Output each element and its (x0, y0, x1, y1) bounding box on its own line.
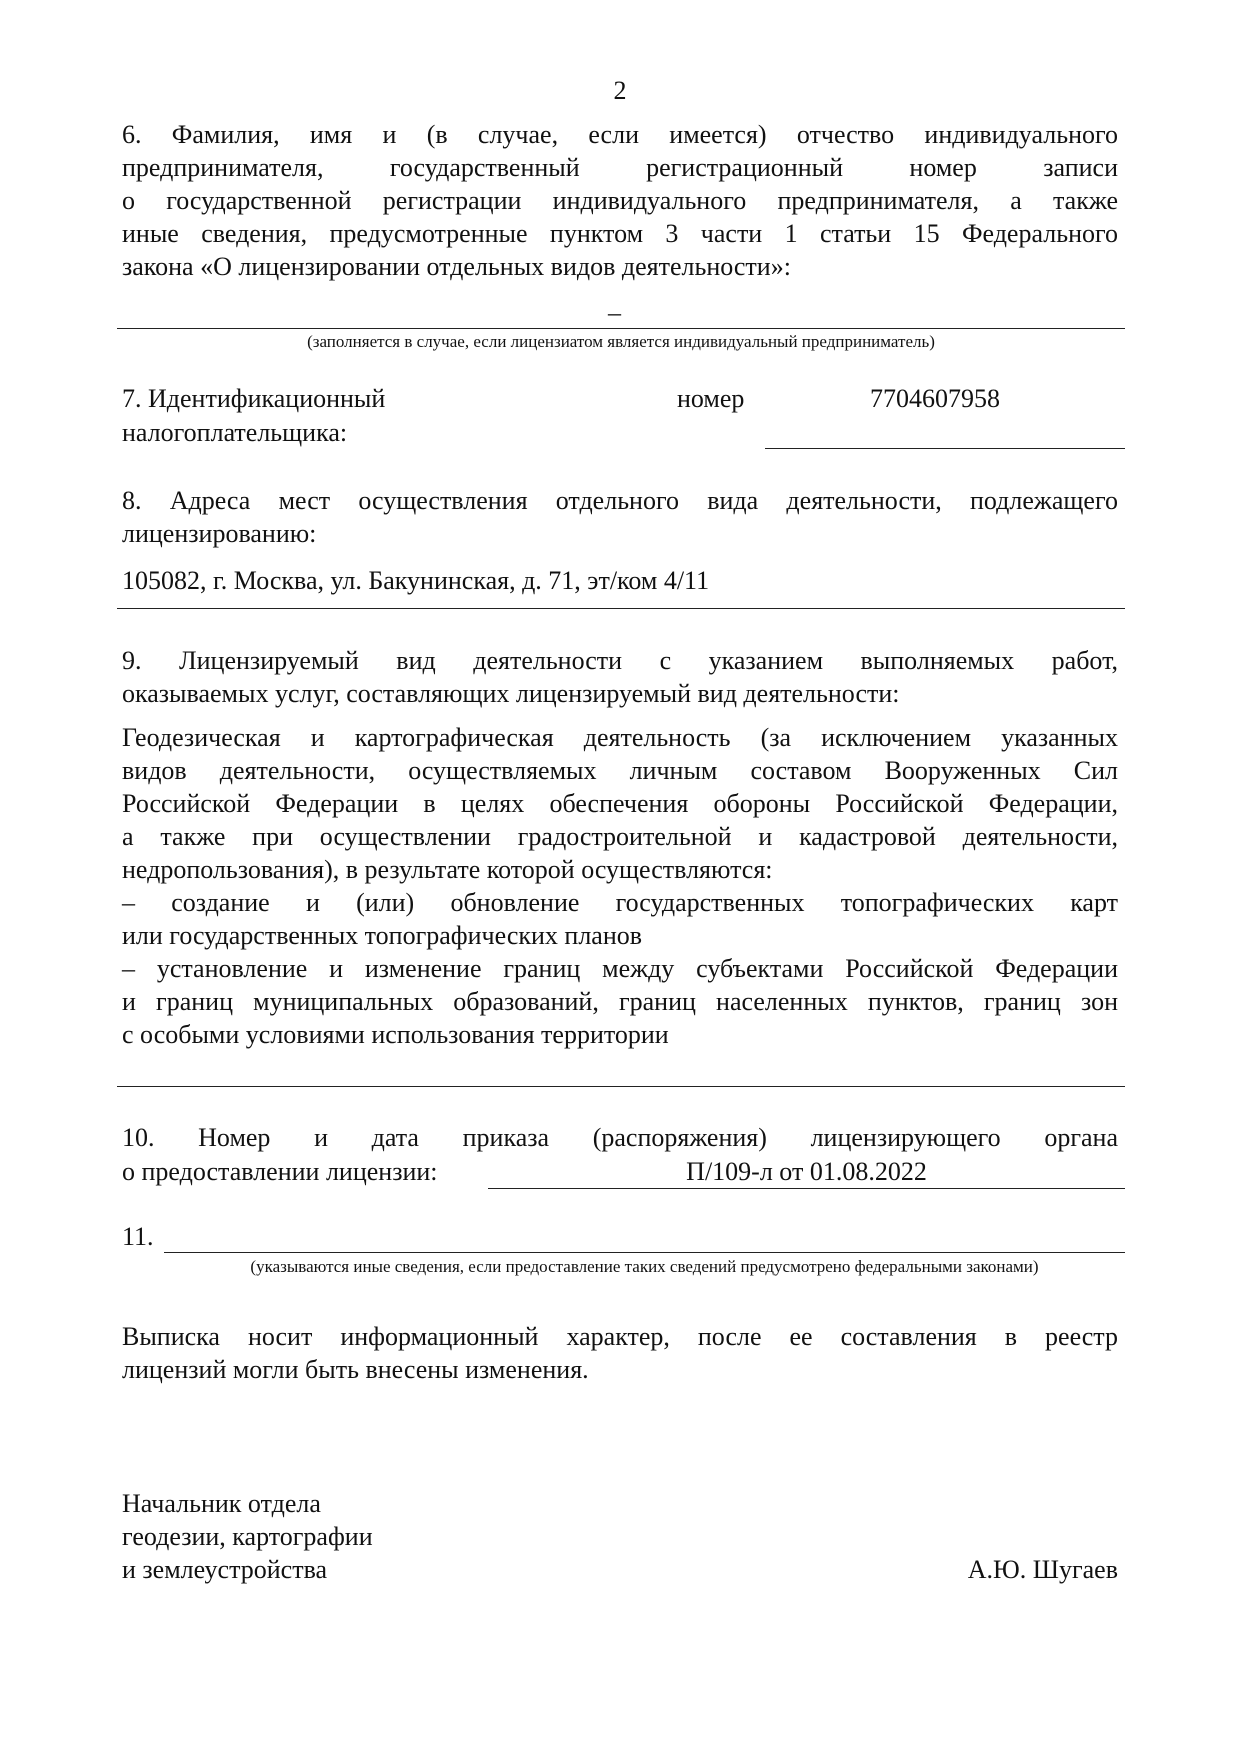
section-9-body-line-10: с особыми условиями использования территории (122, 1020, 669, 1049)
section-10-line-1: 10. Номер и дата приказа (распоряжения) лицензирующего органа (122, 1123, 1118, 1152)
signatory-title-3: и землеустройства (122, 1555, 328, 1584)
section-7-label-c: налогоплательщика: (122, 418, 348, 447)
section-10-label: о предоставлении лицензии: (122, 1157, 438, 1186)
notice-line-1: Выписка носит информационный характер, после ее составления в реестр (122, 1322, 1118, 1351)
section-9-body-line-2: видов деятельности, осуществляемых личным составом Вооруженных Сил (122, 756, 1118, 785)
section-8-line-1: 8. Адреса мест осуществления отдельного вида деятельности, подлежащего (122, 486, 1118, 515)
section-8-rule (117, 608, 1125, 609)
section-11-rule (164, 1252, 1125, 1253)
page-number: 2 (613, 76, 627, 105)
section-9-body-line-3: Российской Федерации в целях обеспечения обороны Российской Федерации, (122, 789, 1118, 818)
section-6-rule (117, 328, 1125, 329)
section-9-body (122, 721, 1118, 1051)
section-9-body-line-5: недропользования), в результате которой осуществляются: (122, 855, 773, 884)
section-6-line-3: о государственной регистрации индивидуального предпринимателя, а также (122, 186, 1118, 215)
section-9-body-line-4: а также при осуществлении градостроительной и кадастровой деятельности, (122, 822, 1118, 851)
section-8-line-2: лицензированию: (122, 519, 317, 548)
signatory-title-2: геодезии, картографии (122, 1522, 373, 1551)
notice-text (122, 1320, 1118, 1386)
signatory-title-1: Начальник отдела (122, 1489, 321, 1518)
section-6-line-2: предпринимателя, государственный регистрационный номер записи (122, 153, 1118, 182)
address-value: 105082, г. Москва, ул. Бакунинская, д. 71, эт/ком 4/11 (122, 566, 710, 595)
section-8-text (122, 484, 1118, 550)
section-7-label-a: 7. Идентификационный (122, 384, 386, 413)
section-9-body-line-9: и границ муниципальных образований, границ населенных пунктов, границ зон (122, 987, 1118, 1016)
order-rule (488, 1188, 1125, 1189)
section-9-body-line-1: Геодезическая и картографическая деятельность (за исключением указанных (122, 723, 1118, 752)
section-9-body-line-7: или государственных топографических планов (122, 921, 643, 950)
section-6-line-4: иные сведения, предусмотренные пунктом 3 части 1 статьи 15 Федерального (122, 219, 1118, 248)
notice-line-2: лицензий могли быть внесены изменения. (122, 1355, 589, 1384)
section-9-rule (117, 1086, 1125, 1087)
section-6-value: – (608, 298, 621, 327)
inn-rule (765, 448, 1125, 449)
section-6-line-1: 6. Фамилия, имя и (в случае, если имеется) отчество индивидуального (122, 120, 1118, 149)
section-9-heading (122, 644, 1118, 710)
section-9-line-1: 9. Лицензируемый вид деятельности с указанием выполняемых работ, (122, 646, 1118, 675)
section-6-line-5: закона «О лицензировании отдельных видов деятельности»: (122, 252, 791, 281)
signatory-name: А.Ю. Шугаев (967, 1555, 1118, 1584)
order-value: П/109-л от 01.08.2022 (686, 1157, 927, 1186)
section-6-note: (заполняется в случае, если лицензиатом является индивидуальный предприниматель) (307, 332, 935, 351)
section-11-note: (указываются иные сведения, если предоставление таких сведений предусмотрено федеральными законами) (250, 1257, 1039, 1276)
section-11-label: 11. (122, 1222, 154, 1251)
section-7-label-b: номер (677, 384, 745, 413)
section-9-body-line-6: – создание и (или) обновление государственных топографических карт (122, 888, 1118, 917)
inn-value: 7704607958 (870, 384, 1000, 413)
section-9-line-2: оказываемых услуг, составляющих лицензируемый вид деятельности: (122, 679, 900, 708)
section-6-text (122, 118, 1118, 283)
section-10-text (122, 1121, 1118, 1154)
section-9-body-line-8: – установление и изменение границ между субъектами Российской Федерации (122, 954, 1118, 983)
